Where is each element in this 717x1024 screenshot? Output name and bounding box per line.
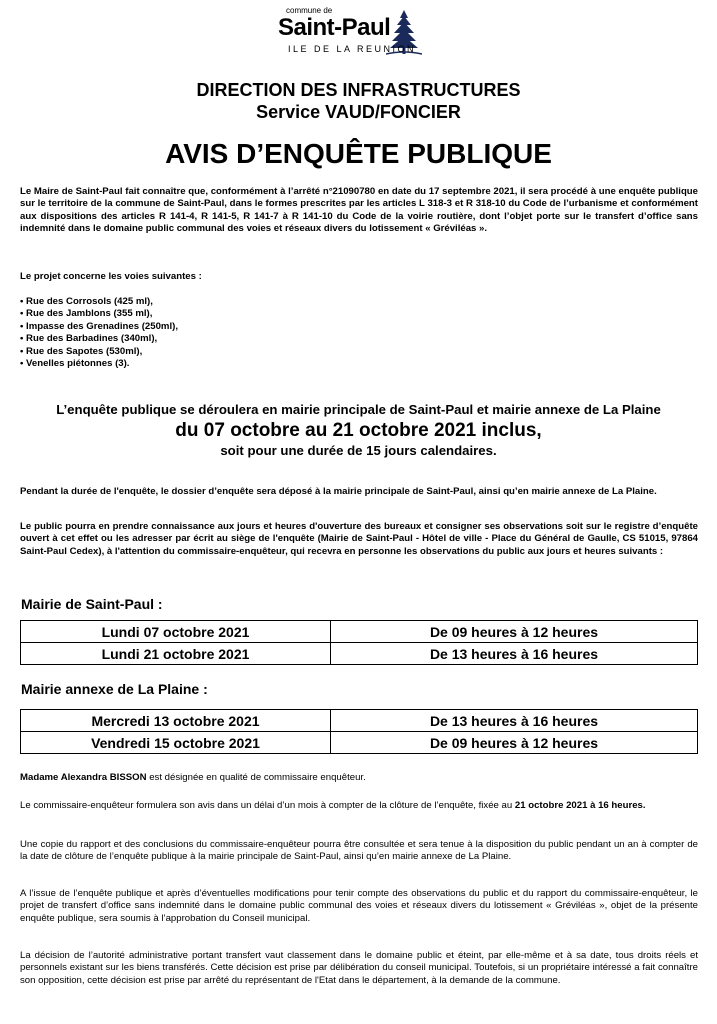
list-item: • Impasse des Grenadines (250ml), (20, 320, 178, 332)
logo-name: Saint-Paul (278, 14, 391, 41)
table-row (21, 643, 698, 665)
avis-date: 21 octobre 2021 à 16 heures. (514, 800, 646, 811)
list-item: • Rue des Jamblons (355 ml), (20, 308, 153, 320)
copie-paragraph: Une copie du rapport et des conclusions du commissaire-enquêteur pourra être consultée et sera tenue à la disposition du public pendant un an à compter de la date de clôture de l’enquête publique à la mairie principale de Saint-Paul, ainsi qu’en mairie annexe de La Plaine. (20, 839, 698, 863)
avis-paragraph (20, 800, 698, 812)
table-row (21, 732, 698, 754)
schedule-saint-paul-table (20, 620, 698, 665)
schedule-hours: De 09 heures à 12 heures (331, 621, 698, 643)
service-heading: Service VAUD/FONCIER (256, 102, 461, 122)
schedule-hours: De 13 heures à 16 heures (331, 710, 698, 732)
intro-paragraph: Le Maire de Saint-Paul fait connaître que, conformément à l’arrêté n°21090780 en date du 17 septembre 2021, il sera procédé à une enquête publique sur le territoire de la commune de Saint-Paul, dans le formes prescrites par les articles L 318-3 et R 318-10 du Code de l’urbanisme et conformément aux dispositions des articles R 141-4, R 141-5, R 141-7 à R 141-10 du Code de la voirie routière, dont l’objet porte sur le transfert d’office sans indemnité dans le domaine public communal des voies et réseaux divers du lotissement « Gréviléas ». (20, 186, 698, 235)
schedule-la-plaine-table (20, 709, 698, 754)
table-row (21, 710, 698, 732)
enquete-dates: du 07 octobre au 21 octobre 2021 inclus, (175, 420, 542, 441)
page-title: AVIS D’ENQUÊTE PUBLIQUE (165, 138, 552, 169)
mairie-la-plaine-heading: Mairie annexe de La Plaine : (21, 681, 208, 697)
logo-subtitle: ILE DE LA REUNION (288, 44, 417, 54)
schedule-hours: De 09 heures à 12 heures (331, 732, 698, 754)
table-row (21, 621, 698, 643)
enquete-location: L’enquête publique se déroulera en mairie principale de Saint-Paul et mairie annexe de La Plaine (56, 402, 661, 417)
mairie-saint-paul-heading: Mairie de Saint-Paul : (21, 596, 163, 612)
public-paragraph: Le public pourra en prendre connaissance aux jours et heures d'ouverture des bureaux et consigner ses observations soit sur le registre d’enquête ouvert à cet effet ou les adresser par écrit au siège de l'enquête (Mairie de Saint-Paul - Hôtel de ville - Place du Général de Gaulle, CS 51015, 97864 Saint-Paul Cedex), à l'attention du commissaire-enquêteur, qui recevra en personne les observations du public aux jours et heures suivants : (20, 521, 698, 557)
schedule-hours: De 13 heures à 16 heures (331, 643, 698, 665)
logo-commune-de: commune de (286, 6, 333, 15)
schedule-day: Mercredi 13 octobre 2021 (21, 710, 331, 732)
decision-paragraph: La décision de l’autorité administrative portant transfert vaut classement dans le domaine public et éteint, par elle-même et à sa date, tous droits réels et personnels existant sur les biens transférés. Cette décision est prise par délibération du conseil municipal. Toutefois, si un propriétaire intéressé a fait connaître son opposition, cette décision est prise par arrêté du représentant de l'Etat dans le département, à la demande de la commune. (20, 950, 698, 986)
schedule-day: Vendredi 15 octobre 2021 (21, 732, 331, 754)
voies-list (20, 296, 178, 370)
projet-heading: Le projet concerne les voies suivantes : (20, 271, 202, 282)
commissaire-name: Madame Alexandra BISSON (20, 772, 147, 783)
list-item: • Rue des Corrosols (425 ml), (20, 296, 153, 307)
dossier-paragraph: Pendant la durée de l'enquête, le dossier d’enquête sera déposé à la mairie principale de Saint-Paul, ainsi qu’en mairie annexe de La Plaine. (20, 486, 657, 497)
issue-paragraph: A l’issue de l’enquête publique et après d’éventuelles modifications pour tenir compte des observations du public et du rapport du commissaire-enquêteur, le projet de transfert d’office sans indemnité dans le domaine public communal des voies et réseaux divers du lotissement « Gréviléas », objet de la présente enquête publique, sera soumis à l’approbation du Conseil municipal. (20, 888, 698, 924)
enquete-duration: soit pour une durée de 15 jours calendaires. (220, 443, 497, 458)
schedule-day: Lundi 21 octobre 2021 (21, 643, 331, 665)
list-item: • Rue des Sapotes (530ml), (20, 345, 143, 357)
saint-paul-logo (268, 6, 438, 62)
direction-heading: DIRECTION DES INFRASTRUCTURES (196, 80, 521, 100)
list-item: • Rue des Barbadines (340ml), (20, 333, 158, 345)
avis-text: Le commissaire-enquêteur formulera son avis dans un délai d’un mois à compter de la clôture de l’enquête, fixée au (20, 800, 515, 811)
commissaire-paragraph (20, 772, 698, 784)
list-item: • Venelles piétonnes (3). (20, 358, 130, 370)
commissaire-text: est désignée en qualité de commissaire enquêteur. (146, 772, 366, 783)
schedule-day: Lundi 07 octobre 2021 (21, 621, 331, 643)
